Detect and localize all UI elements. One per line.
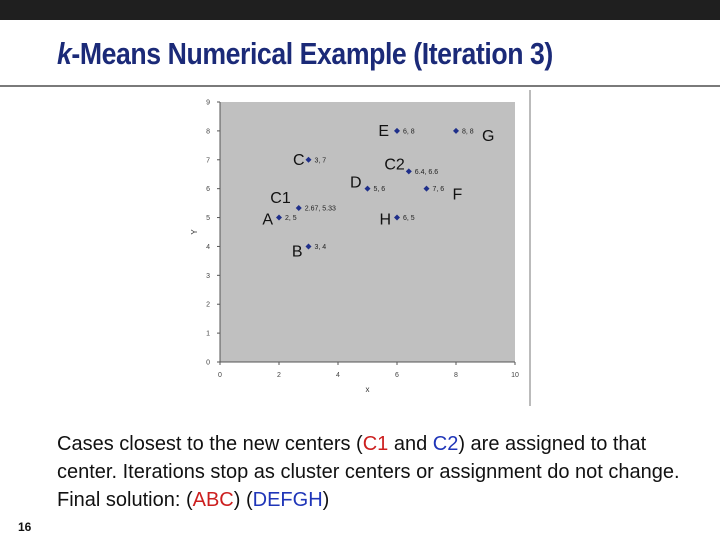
point-name-label: F [452, 186, 463, 204]
x-tick-label: 10 [511, 372, 519, 379]
y-axis-label: Y [190, 229, 199, 235]
y-tick-label: 3 [206, 272, 210, 280]
point-name-label: C1 [270, 190, 291, 208]
body-segment: C2 [432, 433, 459, 455]
point-name-label: G [482, 127, 495, 145]
point-value-label: 3, 7 [314, 157, 327, 165]
point-name-label: A [262, 211, 273, 229]
top-bar [0, 0, 720, 20]
body-segment: ABC [192, 489, 234, 511]
y-tick-label: 7 [206, 157, 210, 165]
x-tick-label: 6 [395, 372, 399, 379]
y-tick-label: 0 [206, 359, 210, 367]
point-value-label: 8, 8 [462, 128, 474, 136]
body-segment: Cases closest to the new centers ( [57, 433, 363, 455]
point-name-label: E [378, 122, 389, 140]
body-segment: DEFGH [252, 489, 323, 511]
point-value-label: 3, 4 [314, 243, 327, 251]
point-value-label: 5, 6 [373, 186, 386, 194]
point-name-label: C [292, 151, 305, 169]
body-segment: and [388, 433, 433, 455]
slide-body-text [57, 430, 707, 514]
plot-area [220, 102, 515, 362]
y-tick-label: 9 [206, 99, 210, 107]
y-tick-label: 4 [206, 243, 210, 251]
y-tick-label: 8 [206, 128, 210, 136]
body-segment: C1 [362, 433, 389, 455]
body-segment: ) ( [233, 489, 253, 511]
y-tick-label: 2 [206, 301, 210, 309]
body-segment: ) are assigned to that center. Iterations stop as cluster centers or assignment do not change. Final solution: ( [57, 433, 680, 511]
point-value-label: 7, 6 [432, 186, 445, 194]
point-value-label: 2, 5 [285, 215, 297, 223]
point-value-label: 6, 8 [403, 128, 415, 136]
y-tick-label: 6 [206, 186, 210, 194]
title-k: k [57, 36, 72, 71]
x-tick-label: 0 [218, 372, 222, 379]
y-tick-label: 5 [206, 215, 210, 223]
point-name-label: C2 [384, 156, 405, 174]
scatter-chart [185, 90, 535, 410]
point-value-label: 2.67, 5.33 [304, 205, 336, 213]
slide-number: 16 [18, 520, 32, 534]
point-value-label: 6, 5 [403, 215, 415, 223]
point-name-label: D [349, 174, 362, 192]
point-name-label: B [291, 243, 303, 261]
y-tick-label: 1 [206, 330, 210, 338]
point-value-label: 6.4, 6.6 [414, 168, 439, 176]
title-rest: -Means Numerical Example (Iteration 3) [71, 36, 553, 71]
x-tick-label: 2 [277, 372, 281, 379]
x-tick-label: 4 [336, 372, 340, 379]
body-segment: ) [322, 489, 330, 511]
slide-title [57, 36, 553, 72]
title-separator [0, 85, 720, 87]
point-name-label: H [379, 211, 391, 229]
x-tick-label: 8 [454, 372, 458, 379]
x-axis-label: x [365, 385, 370, 394]
